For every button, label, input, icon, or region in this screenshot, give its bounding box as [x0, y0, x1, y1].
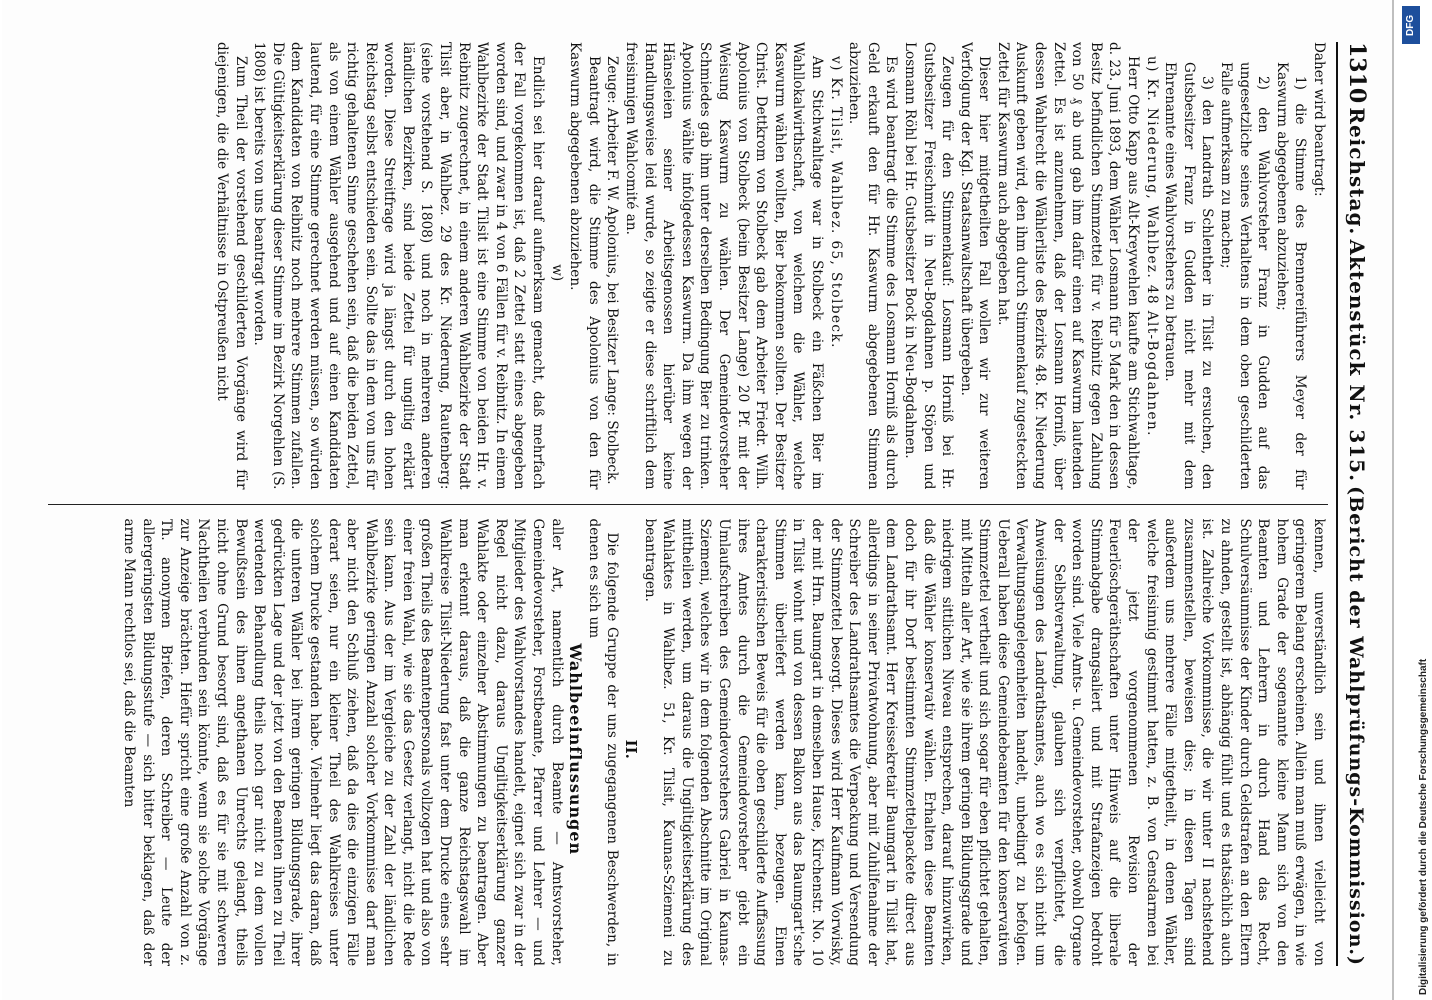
- section-roman-numeral: II.: [622, 739, 641, 759]
- paragraph: Am Stichwahltage war in Stolbeck ein Fäßchen Bier im Wahllokalwirthschaft, von welchem die Wähler, welche Kaswurm wählen wollten, Bier bekommen sollten. Der Besitzer Christ. Dettkrom von Stolbeck gab dem Arbeiter Friedr. Wilh. Apolonius von Stolbeck (beim Besitzer Lange) 20 Pf. mit der Weisung Kaswurm zu wählen. Der Gemeindevorsteher Schmiedes gab ihm unter derselben Bedingung Bier zu trinken. Apolonius wählte infolgedessen Kaswurm. Da ihm wegen der Hänseleien seiner Arbeitsgenossen hierüber keine Handlungsweise leid wurde, so zeigte er diese schriftlich dem freisinnigen Wahlcomité an.: [623, 42, 825, 490]
- paragraph: Es wird beantragt die Stimme des Losmann Horniß als durch Geld erkauft den für Hr. Kaswurm abgegebenen Stimmen abzuziehen.: [846, 42, 900, 490]
- credit-text: Digitalisierung gefördert durch die Deutsche Forschungsgemeinschaft: [1418, 658, 1429, 995]
- paragraph: Zum Theil der vorstehend geschilderten Vorgänge wird für diejenigen, die die Verhältnisse in Ostpreußen nicht: [213, 42, 249, 490]
- paragraph: Zeuge: Arbeiter F. W. Apolonius, bei Besitzer Lange: Stolbeck.: [604, 56, 621, 485]
- section-heading: w): [548, 264, 565, 282]
- list-item: 1) die Stimme des Brennereiführers Meyer der für Kaswurm abgegebenen abzuziehen;: [1273, 62, 1309, 490]
- section-title: Wahlbeeinflussungen: [566, 643, 586, 856]
- paragraph: Dieser hier mitgetheilten Fall wollen wir zur weiteren Verfolgung der Kgl. Staatsanwaltschaft übergeben.: [957, 42, 993, 490]
- text-columns: [48, 42, 1328, 966]
- section-heading: v) Kr. Tilsit, Wahlbez. 65, Stolbeck.: [827, 56, 844, 349]
- column-right: [48, 519, 1328, 967]
- section-heading: u) Kr. Niederung, Wahlbez. 48 Alt-Bogdahnen.: [1143, 56, 1160, 437]
- digitization-credit: [1394, 0, 1432, 1000]
- list-item: 2) den Wahlvorsteher Franz in Gudden auf das ungesetzliche seines Verhaltens in dem oben geschilderten Falle aufmerksam zu machen;: [1218, 62, 1272, 490]
- column-divider: [48, 504, 1328, 505]
- page-number: 1310: [1344, 42, 1370, 104]
- dfg-logo: DFG: [1402, 6, 1420, 44]
- paragraph: Die folgende Gruppe der uns zugegangenen Beschwerden, in denen es sich um: [585, 518, 621, 966]
- paragraph: Daher wird beantragt:: [1311, 42, 1327, 197]
- paragraph: Zeugen für den Stimmenkauf: Losmann Horniß bei Hr. Gutsbesitzer Freischmidt in Neu-Bogdahnen p. Stöpen und Losmann Röhl bei Hr. Gutsbesitzer Bock in Neu-Bogdahnen.: [901, 42, 956, 490]
- paragraph: Herr Otto Kapp aus Alt-Kreywehlen kaufte am Stichwahltage, d. 23. Juni 1893, dem Wähler Losmann für 5 Mark den in dessen Besitz befindlichen Stimmzettel für v. Reibnitz gegen Zahlung von 50 ₰ ab und gab ihm dafür einen auf Kaswurm lautenden Zettel. Es ist anzunehmen, daß der Losmann Horniß, über dessen Wahlrecht die Wählerliste des Bezirks 48. Kr. Niederung Auskunft geben wird, den ihm durch Stimmenkauf zugesteckten Zettel für Kaswurm auch abgegeben hat.: [994, 42, 1142, 490]
- page-header: [1336, 42, 1370, 966]
- paragraph: Endlich sei hier darauf aufmerksam gemacht, daß mehrfach der Fall vorgekommen ist, daß 2 Zettel statt eines abgegeben worden sind, und zwar in 4 von 6 Fällen für v. Reibnitz. In einem Wahlbezirke der Stadt Tilsit ist eine Stimme von beiden Hr. v. Reibnitz zugerechnet, in einem anderen Wahlbezirke der Stadt Tilsit aber, in Wahlbez. 29 des Kr. Niederung, Rautenberg: (siehe vorstehend S. 1808) und noch in mehreren anderen ländlichen Bezirken, sind beide Zettel für ungiltig erklärt worden. Diese Streitfrage wird ja längst durch den hohen Reichstag selbst entschieden sein. Sollte das in dem von uns für richtig gehaltenen Sinne geschehen sein, daß die beiden Zettel, als von einem Wähler ausgehend und auf einen Kandidaten lautend, für eine Stimme gerechnet werden müssen, so würden dem Kandidaten von Reibnitz noch mehrere Stimmen zufallen. Die Gültigkeitserklärung dieser Stimme im Bezirk Norgehlen (S. 1808) ist bereits von uns beantragt worden.: [251, 42, 547, 490]
- header-center: Aktenstück Nr. 315.: [1345, 239, 1369, 483]
- paragraph: Beantragt wird, die Stimme des Apolonius von den für Kaswurm abgegebenen abzuziehen.: [567, 42, 602, 490]
- document-page: [2, 0, 1392, 1000]
- column-left: [48, 42, 1328, 490]
- paragraph: aller Art, namentlich durch Beamte — Amtsvorsteher, Gemeindevorsteher, Forstbeamte, Pfarrer und Lehrer — und Mitglieder des Wahlvorstandes handelt, eignet sich zwar in der Regel nicht dazu, daraus Ungiltigkeitserklärung ganzer Wahlakte oder einzelner Abstimmungen zu beantragen. Aber man erkennt daraus, daß die ganze Reichstagswahl im Wahlkreise Tilsit-Niederung fast unter dem Drucke eines sehr großen Theils des Beamtenpersonals vollzogen hat und also von einer freien Wahl, wie sie das Gesetz verlangt, nicht die Rede sein kann. Aus der im Vergleiche zu der Zahl der ländlichen Wahlbezirke geringen Anzahl solcher Vorkommnisse darf man aber nicht den Schluß ziehen, daß da dies die einzigen Fälle derart seien, nur ein kleiner Theil des Wahlkreises unter solchem Drucke gestanden habe. Vielmehr liegt das daran, daß die unteren Wähler bei ihrem geringen Bildungsgrade, ihrer gedrückten Lage und der jetzt von den Beamten ihnen zu Theil werdenden Behandlung theils noch gar nicht zu dem vollen Bewußtsein des ihnen angethanen Unrechts gelangt, theils nicht ohne Grund besorgt sind, daß es für sie mit schweren Nachtheilen verbunden sein könnte, wenn sie solche Vorgänge zur Anzeige brächten. Hiefür spricht eine große Anzahl von z. Th. anonymen Briefen, deren Schreiber — Leute der allergeringsten Bildungsstufe — sich bitter beklagen, daß der arme Mann rechtlos sei, daß die Beamten: [121, 518, 565, 966]
- header-left: Reichstag.: [1345, 107, 1369, 236]
- list-item: 3) den Landrath Schlenther in Tilsit zu ersuchen, den Gutsbesitzer Franz in Gudden nicht mehr mit dem Ehrenamte eines Wahlvorstehers zu betrauen.: [1162, 62, 1216, 490]
- paragraph: kennen, unverständlich sein und ihnen vielleicht von geringerem Belang erscheinen. Allein man muß erwägen, in wie hohem Grade der sogenannte kleine Mann sich von den Beamten und Lehrern in durch Hand das Recht, Schulversäumnisse der Kinder durch Geldstrafen an den Eltern zu ahnden, gestellt ist, abhängig fühlt und es thatsächlich auch ist. Zahlreiche Vorkommnisse, die wir unter II nachstehend zusammenstellen, beweisen dies; in diesen Tagen sind außerdem uns mehrere Fälle mitgetheilt, in denen Wähler, welche freisinnig gestimmt hatten, z. B. von Gensdarmen bei der jetzt vorgenommenen Revision der Feuerlöschgeräthschaften unter Hinweis auf die liberale Stimmabgabe drangsaliert und mit Strafanzeigen bedroht worden sind. Viele Amts- u. Gemeindevorsteher, obwohl Organe der Selbstverwaltung, glauben sich verpflichtet, die Anweisungen des Landrathsamtes, auch wo es sich nicht um Verwaltungsangelegenheiten handelt, unbedingt zu befolgen. Ueberall haben diese Gemeindebeamten für den konservativen Stimmzettel vertheilt und sich sogar für eben pflichtet gehalten, mit Mitteln aller Art, wie sie ihrem geringen Bildungsgrade und niedrigem sittlichen Niveau entsprechen, darauf hinzuwirken, daß die Wähler konservativ wählen. Erhalten diese Beamten doch für ihr Dorf bestimmten Stimmzettelpackete direct aus dem Landrathsamt. Herr Kreissekretair Baumgart in Tilsit hat, allerdings in seiner Privatwohnung, aber mit Zuhilfenahme der Schreiber des Landrathsamtes die Verpackung und Versendung der Stimmzettel besorgt. Dieses wird Herr Kaufmann Vorwisky, der mit Hrn. Baumgart in demselben Hause, Kirchenstr. No. 10 in Tilsit wohnt und von dessen Balkon aus das Baumgart'sche Stimmen überliefert werden kann, bezeugen. Einen charakteristischen Beweis für die oben geschilderte Auffassung ihres Amtes durch die Gemeindevorsteher giebt ein Umlaufschreiben des Gemeindevorstehers Gabriel in Kaunas-Sziemeni, welches wir in dem folgenden Abschnitte im Original mittheilen werden, um daraus die Ungiltigkeitserklärung des Wahlaktes in Wahlbez. 51, Kr. Tilsit, Kaunas-Sziemeni zu beantragen.: [641, 518, 1327, 966]
- header-right: (Bericht der Wahlprüfungs-Kommission.): [1345, 486, 1367, 966]
